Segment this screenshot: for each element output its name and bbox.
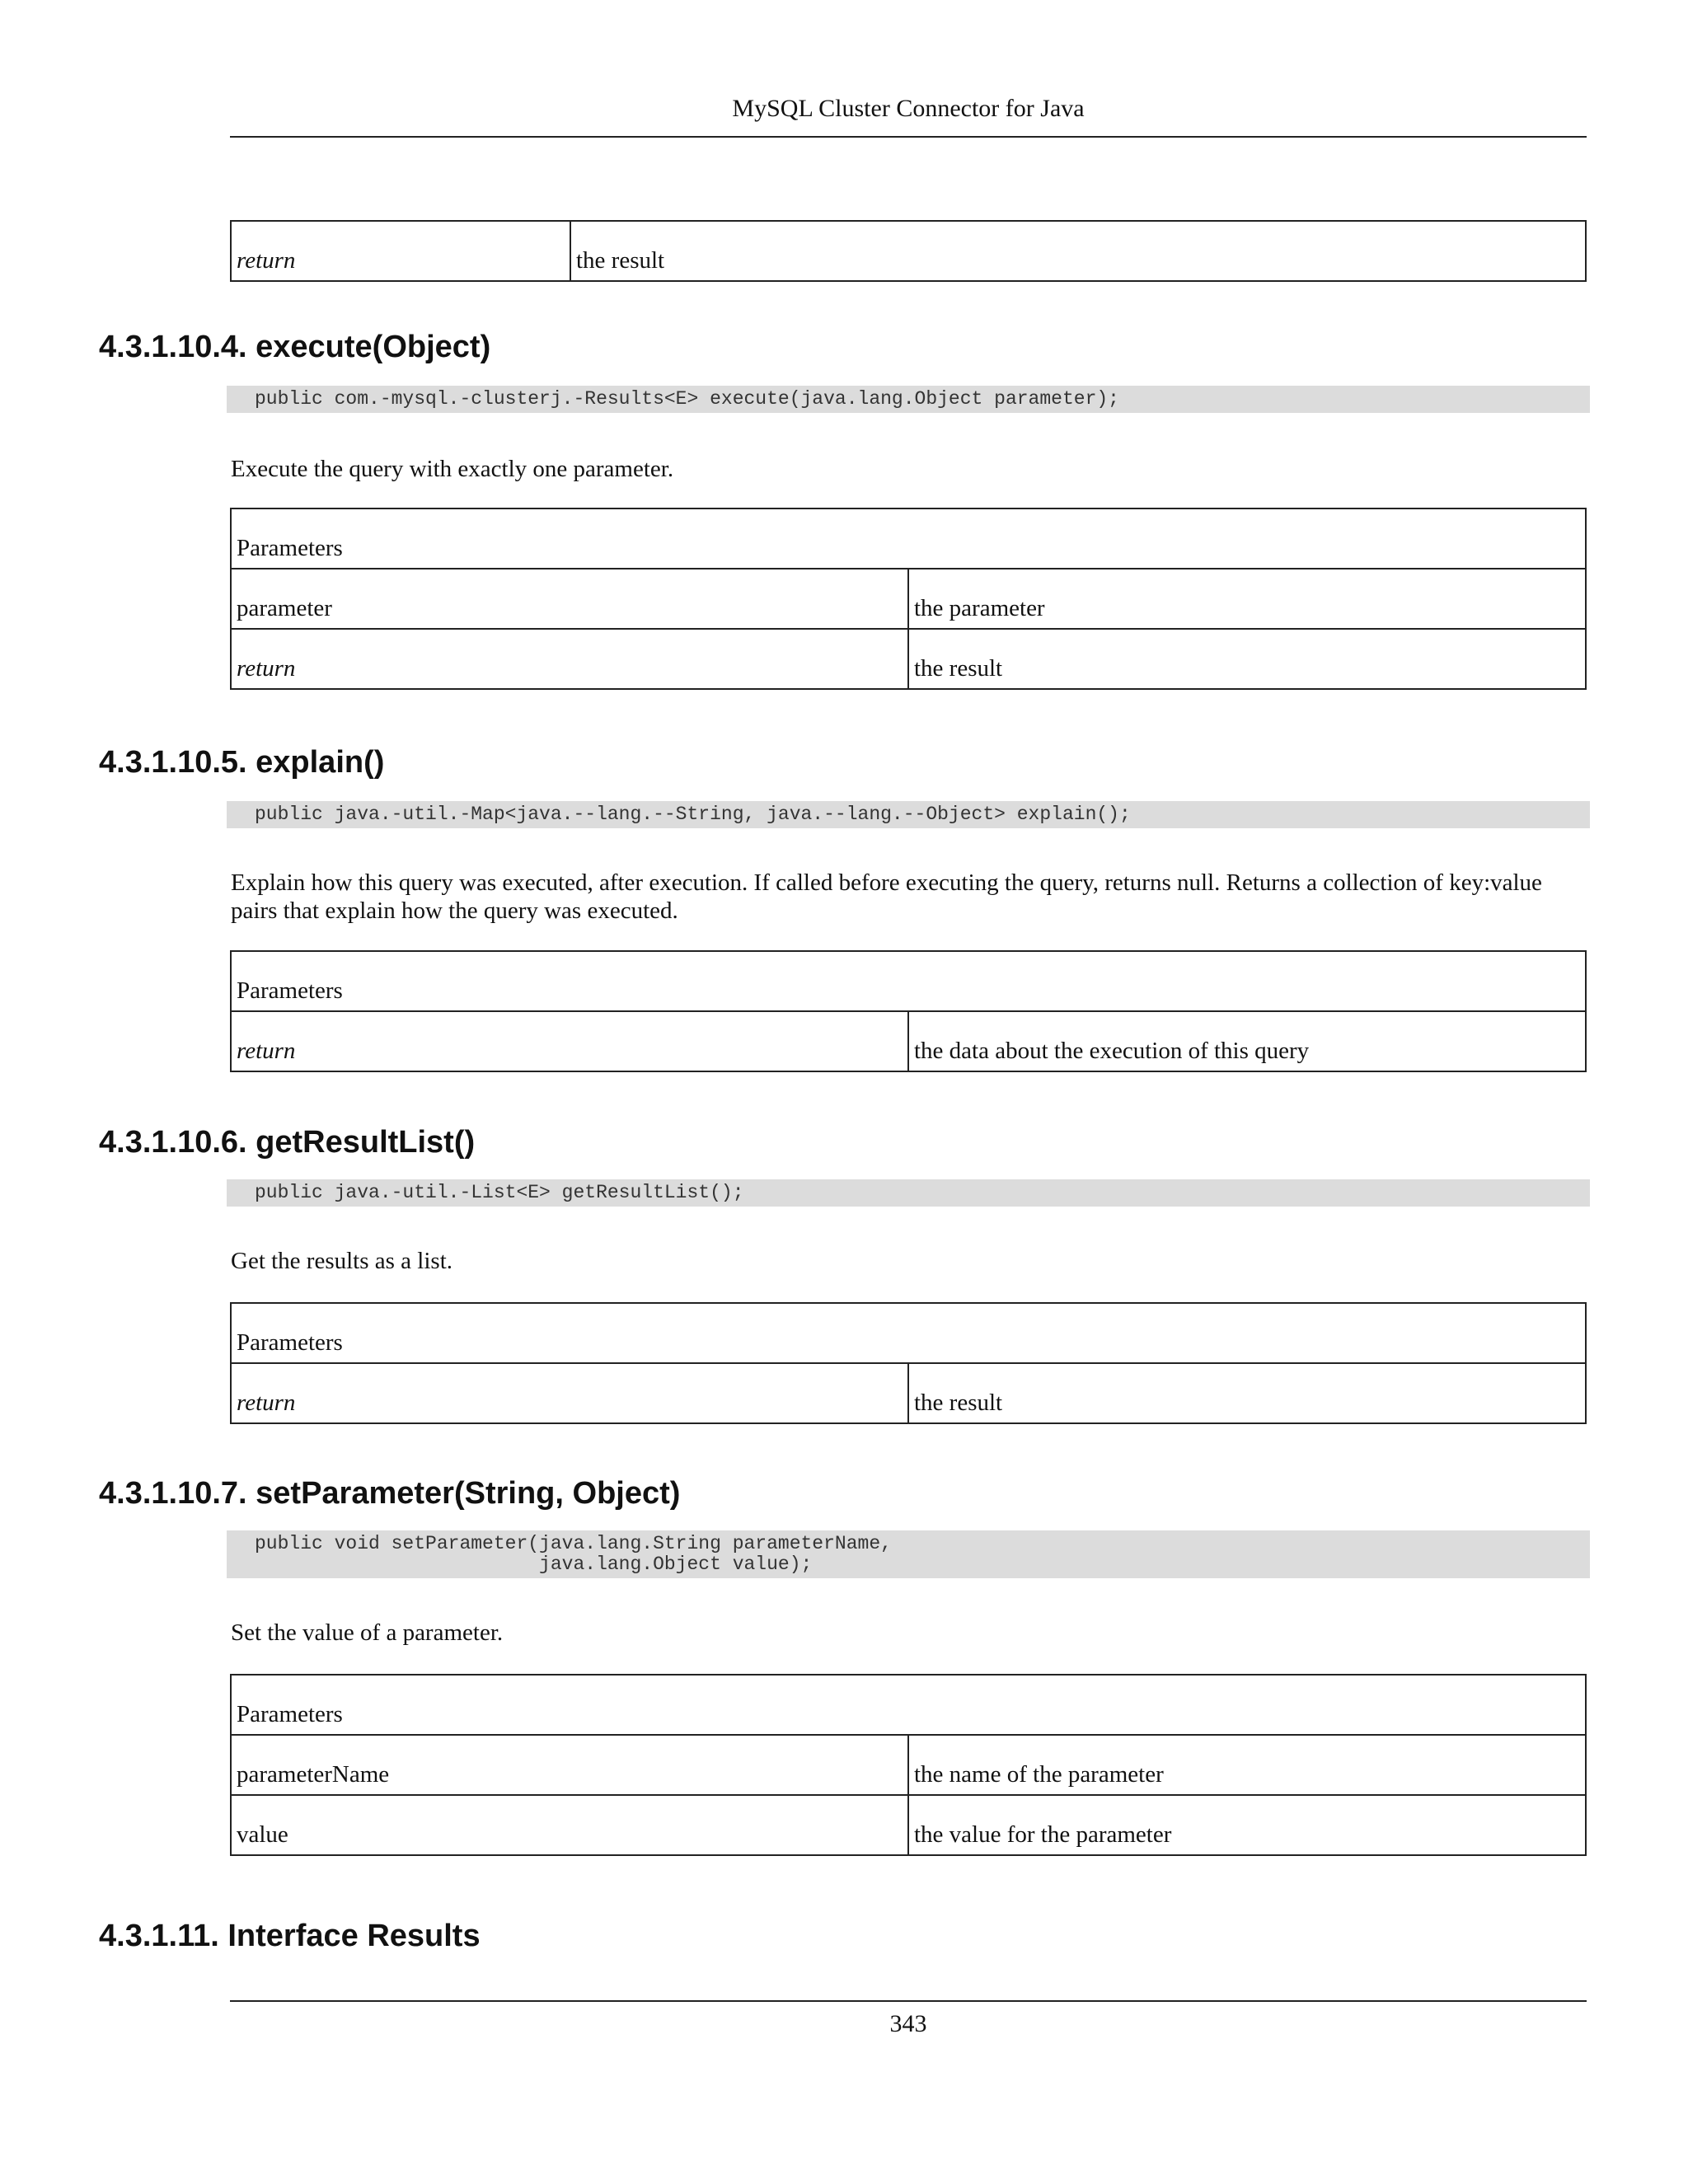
- param-desc-cell: the result: [570, 221, 1586, 281]
- param-desc-cell: the name of the parameter: [908, 1735, 1586, 1795]
- table-header-row: [231, 509, 1586, 569]
- code-signature-explain: public java.-util.-Map<java.--lang.--String, java.--lang.--Object> explain();: [227, 801, 1590, 828]
- params-header-cell: Parameters: [231, 1675, 1586, 1735]
- table-row: [231, 1011, 1586, 1071]
- description-setparameter: Set the value of a parameter.: [231, 1619, 504, 1646]
- table-row: [231, 569, 1586, 629]
- code-signature-setparameter: public void setParameter(java.lang.String parameterName, java.lang.Object value);: [227, 1530, 1590, 1578]
- param-name-cell: return: [231, 1011, 908, 1071]
- params-table-getresultlist: [230, 1302, 1587, 1424]
- param-desc-cell: the result: [908, 629, 1586, 689]
- params-header-cell: Parameters: [231, 951, 1586, 1011]
- page-number: 343: [889, 2010, 927, 2037]
- table-header-row: [231, 951, 1586, 1011]
- params-table-setparameter: [230, 1674, 1587, 1856]
- table-row: [231, 221, 1586, 281]
- params-table-execute: [230, 508, 1587, 690]
- footer-rule: [230, 2000, 1587, 2002]
- param-name-cell: value: [231, 1795, 908, 1855]
- return-table-continued: [230, 220, 1587, 282]
- table-header-row: [231, 1675, 1586, 1735]
- table-row: [231, 1735, 1586, 1795]
- param-desc-cell: the result: [908, 1363, 1586, 1423]
- page-header: MySQL Cluster Connector for Java: [732, 95, 1085, 122]
- section-heading-getresultlist: 4.3.1.10.6. getResultList(): [99, 1125, 476, 1160]
- table-row: [231, 1795, 1586, 1855]
- code-signature-execute: public com.-mysql.-clusterj.-Results<E> execute(java.lang.Object parameter);: [227, 386, 1590, 413]
- code-signature-getresultlist: public java.-util.-List<E> getResultList();: [227, 1179, 1590, 1207]
- table-header-row: [231, 1303, 1586, 1363]
- description-execute: Execute the query with exactly one parameter.: [231, 456, 674, 482]
- param-name-cell: return: [231, 221, 570, 281]
- description-explain: Explain how this query was executed, after execution. If called before executing the query, returns null. Returns a collection of key:value pairs that explain how the query was executed.: [231, 869, 1542, 924]
- section-heading-explain: 4.3.1.10.5. explain(): [99, 745, 385, 780]
- params-header-cell: Parameters: [231, 1303, 1586, 1363]
- section-heading-execute: 4.3.1.10.4. execute(Object): [99, 330, 491, 364]
- params-header-cell: Parameters: [231, 509, 1586, 569]
- param-name-cell: parameter: [231, 569, 908, 629]
- header-rule: [230, 136, 1587, 138]
- param-desc-cell: the data about the execution of this query: [908, 1011, 1586, 1071]
- table-row: [231, 1363, 1586, 1423]
- param-name-cell: return: [231, 1363, 908, 1423]
- description-getresultlist: Get the results as a list.: [231, 1248, 453, 1274]
- param-desc-cell: the parameter: [908, 569, 1586, 629]
- param-name-cell: return: [231, 629, 908, 689]
- param-name-cell: parameterName: [231, 1735, 908, 1795]
- section-heading-setparameter: 4.3.1.10.7. setParameter(String, Object): [99, 1476, 681, 1511]
- section-heading-interface-results: 4.3.1.11. Interface Results: [99, 1919, 481, 1953]
- param-desc-cell: the value for the parameter: [908, 1795, 1586, 1855]
- table-row: [231, 629, 1586, 689]
- params-table-explain: [230, 950, 1587, 1072]
